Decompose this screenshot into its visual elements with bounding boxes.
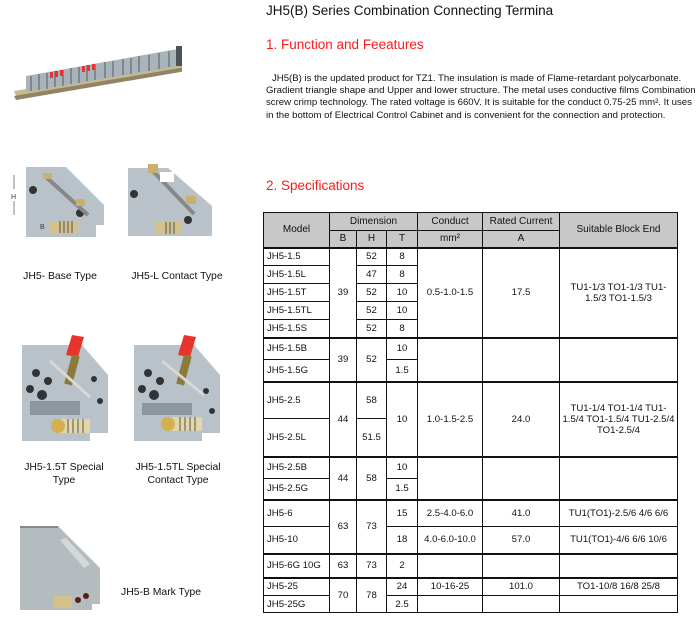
cell-conduct: 1.0-1.5-2.5 [418, 382, 483, 457]
intro-text: JH5(B) is the updated product for TZ1. The insulation is made of Flame-retardant polycarbonate. Gradient triangle shape and Upper and lower structure. The metal uses conductive films Combination screw crimp technology. The rated voltage is 660V. It is suitable for the conduct 0.75-25 mm². It uses in the bottom of Electrical Control Cabinet and is convenient for the connection and protection. [266, 73, 696, 121]
header-suitable-block-end: Suitable Block End [560, 213, 678, 248]
cell-rated-empty [483, 457, 560, 500]
cell-h: 52 [357, 320, 387, 338]
cell-rated-empty [483, 596, 560, 613]
cell-t: 10 [387, 382, 418, 457]
cell-model: JH5-1.5G [264, 360, 330, 382]
intro-paragraph [266, 73, 696, 122]
table-row [264, 596, 678, 613]
cell-t: 8 [387, 248, 418, 266]
header-model: Model [264, 213, 330, 248]
cell-model: JH5-10 [264, 527, 330, 554]
cell-t: 24 [387, 578, 418, 596]
cell-model: JH5-2.5B [264, 457, 330, 479]
header-rated-current: Rated Current [483, 213, 560, 231]
cell-suitable-empty [560, 338, 678, 382]
cell-t: 10 [387, 284, 418, 302]
cell-model: JH5-1.5TL [264, 302, 330, 320]
section-heading-features: 1. Function and Feeatures [266, 37, 424, 52]
cell-suitable: TU1-1/3 TO1-1/3 TU1-1.5/3 TO1-1.5/3 [560, 248, 678, 338]
cell-h: 52 [357, 302, 387, 320]
table-row [264, 338, 678, 360]
cell-model: JH5-1.5T [264, 284, 330, 302]
cell-model: JH5-1.5 [264, 248, 330, 266]
cell-h: 52 [357, 248, 387, 266]
cell-suitable-empty [560, 457, 678, 500]
cell-b: 63 [330, 500, 357, 554]
cell-t: 1.5 [387, 360, 418, 382]
dimension-b-label: B [40, 224, 45, 231]
section-heading-specifications: 2. Specifications [266, 178, 365, 193]
cell-rated: 101.0 [483, 578, 560, 596]
cell-suitable-empty [560, 596, 678, 613]
cell-h: 52 [357, 284, 387, 302]
table-row [264, 500, 678, 527]
table-row [264, 382, 678, 419]
cell-b: 39 [330, 338, 357, 382]
cell-t: 15 [387, 500, 418, 527]
caption-line: Contact Type [147, 474, 209, 486]
cell-t: 18 [387, 527, 418, 554]
cell-suitable: TU1-1/4 TO1-1/4 TU1-1.5/4 TO1-1.5/4 TU1-2.5/4 TO1-2.5/4 [560, 382, 678, 457]
header-t: T [387, 231, 418, 248]
product-b-mark-type-image [18, 524, 108, 614]
product-15t-special-image [20, 333, 110, 443]
cell-h: 51.5 [357, 419, 387, 457]
cell-model: JH5-1.5S [264, 320, 330, 338]
cell-b: 44 [330, 457, 357, 500]
cell-model: JH5-2.5 [264, 382, 330, 419]
cell-rated: 17.5 [483, 248, 560, 338]
caption-line: JH5-1.5T Special [24, 462, 104, 473]
cell-h: 73 [357, 500, 387, 554]
cell-t: 10 [387, 338, 418, 360]
product-base-type-image [8, 165, 108, 245]
caption-b-mark-type: JH5-B Mark Type [121, 587, 202, 598]
cell-b: 44 [330, 382, 357, 457]
table-row [264, 527, 678, 554]
caption-base-type: JH5- Base Type [23, 271, 97, 282]
cell-t: 10 [387, 457, 418, 479]
cell-model: JH5-25 [264, 578, 330, 596]
cell-t: 1.5 [387, 479, 418, 500]
cell-suitable: TO1-10/8 16/8 25/8 [560, 578, 678, 596]
cell-h: 52 [357, 338, 387, 382]
table-row [264, 554, 678, 578]
cell-suitable: TU1(TO1)-2.5/6 4/6 6/6 [560, 500, 678, 527]
cell-h: 47 [357, 266, 387, 284]
cell-t: 8 [387, 266, 418, 284]
header-conduct-unit: mm² [418, 231, 483, 248]
cell-rated-empty [483, 338, 560, 382]
cell-conduct-empty [418, 596, 483, 613]
cell-h: 73 [357, 554, 387, 578]
document-title: JH5(B) Series Combination Connecting Termina [266, 3, 554, 18]
cell-conduct: 10-16-25 [418, 578, 483, 596]
cell-t: 2 [387, 554, 418, 578]
cell-b: 63 [330, 554, 357, 578]
caption-line: JH5-1.5TL Special [135, 462, 221, 473]
cell-rated: 24.0 [483, 382, 560, 457]
cell-suitable-empty [560, 554, 678, 578]
cell-model: JH5-1.5L [264, 266, 330, 284]
rail-assembly-image [12, 28, 182, 108]
caption-line: Type [52, 474, 76, 486]
cell-conduct: 0.5-1.0-1.5 [418, 248, 483, 338]
cell-conduct-empty [418, 457, 483, 500]
header-conduct: Conduct [418, 213, 483, 231]
cell-conduct: 2.5-4.0-6.0 [418, 500, 483, 527]
cell-b: 70 [330, 578, 357, 613]
cell-b: 39 [330, 248, 357, 338]
table-row [264, 578, 678, 596]
cell-h: 58 [357, 457, 387, 500]
dimension-h-label: H [11, 194, 17, 201]
cell-conduct-empty [418, 338, 483, 382]
cell-rated: 57.0 [483, 527, 560, 554]
cell-t: 10 [387, 302, 418, 320]
header-rated-unit: A [483, 231, 560, 248]
table-row [264, 248, 678, 266]
header-h: H [357, 231, 387, 248]
cell-model: JH5-6 [264, 500, 330, 527]
cell-model: JH5-2.5L [264, 419, 330, 457]
cell-model: JH5-25G [264, 596, 330, 613]
cell-model: JH5-2.5G [264, 479, 330, 500]
header-dimension: Dimension [330, 213, 418, 231]
cell-conduct-empty [418, 554, 483, 578]
product-l-contact-type-image [128, 162, 218, 242]
cell-rated-empty [483, 554, 560, 578]
cell-model: JH5-1.5B [264, 338, 330, 360]
cell-conduct: 4.0-6.0-10.0 [418, 527, 483, 554]
caption-15tl-special-contact-type [126, 462, 230, 487]
cell-t: 2.5 [387, 596, 418, 613]
table-row [264, 457, 678, 479]
cell-model: JH5-6G 10G [264, 554, 330, 578]
table-header-row [264, 213, 678, 231]
caption-15t-special-type [14, 462, 114, 487]
cell-suitable: TU1(TO1)-4/6 6/6 10/6 [560, 527, 678, 554]
header-b: B [330, 231, 357, 248]
caption-l-contact-type: JH5-L Contact Type [131, 271, 223, 282]
product-15tl-special-contact-image [132, 333, 222, 443]
specifications-table [263, 212, 678, 613]
cell-t: 8 [387, 320, 418, 338]
cell-rated: 41.0 [483, 500, 560, 527]
cell-h: 78 [357, 578, 387, 613]
cell-h: 58 [357, 382, 387, 419]
